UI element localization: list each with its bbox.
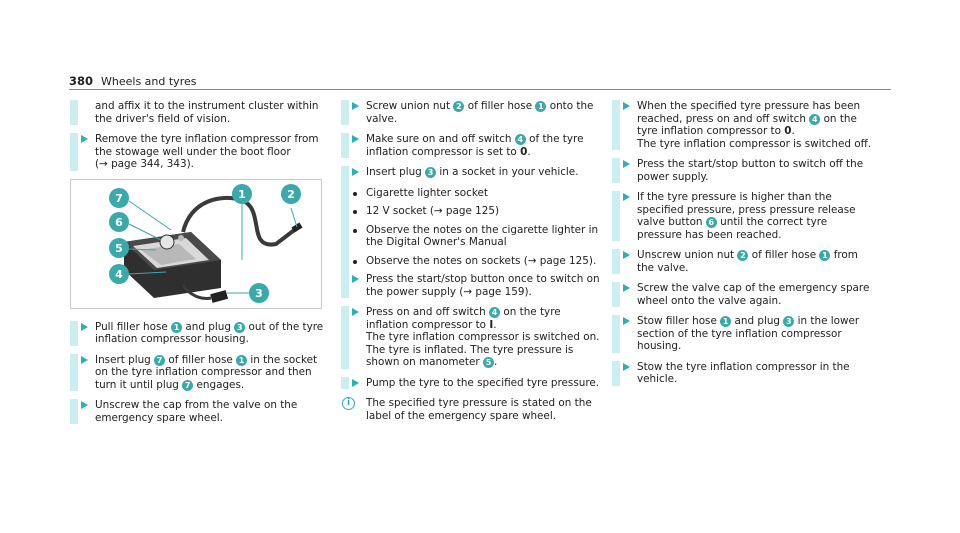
- bullet-item: Cigarette lighter socket: [341, 187, 603, 200]
- bullet-icon: [353, 210, 357, 214]
- svg-text:1: 1: [238, 187, 246, 201]
- step-remove-compressor: Remove the tyre inflation compressor from the stowage well under the boot floor (→ page 344, 343).: [70, 133, 332, 171]
- step-power-off: Press the start/stop button to switch off the power supply.: [612, 158, 874, 183]
- section-title: Wheels and tyres: [101, 75, 197, 88]
- bullet-item: Observe the notes on sockets (→ page 125).: [341, 255, 603, 268]
- step-arrow-icon: [352, 135, 359, 143]
- step-stow-compressor: Stow the tyre inflation compressor in the vehicle.: [612, 361, 874, 386]
- step-arrow-icon: [623, 363, 630, 371]
- callout-2: [281, 184, 301, 204]
- step-insert-plug-socket: Insert plug 3 in a socket in your vehicle.: [341, 166, 603, 179]
- compressor-figure: [70, 179, 322, 309]
- step-arrow-icon: [81, 323, 88, 331]
- callout-6: [109, 212, 129, 232]
- step-arrow-icon: [623, 284, 630, 292]
- callout-4: [109, 264, 129, 284]
- info-icon: i: [342, 397, 355, 410]
- step-pull-hose: Pull filler hose 1 and plug 3 out of the tyre inflation compressor housing.: [70, 321, 332, 346]
- column-1: [70, 100, 332, 432]
- step-screw-valve-cap: Screw the valve cap of the emergency spare wheel onto the valve again.: [612, 282, 874, 307]
- svg-text:3: 3: [255, 286, 263, 300]
- callout-3: [249, 283, 269, 303]
- bullet-icon: [353, 260, 357, 264]
- step-arrow-icon: [81, 356, 88, 364]
- bullet-item: Observe the notes on the cigarette lighter in the Digital Owner's Manual: [341, 224, 603, 249]
- step-screw-union-nut: Screw union nut 2 of filler hose 1 onto the valve.: [341, 100, 603, 125]
- compressor-illustration: [71, 180, 321, 308]
- page-number: 380: [69, 74, 94, 88]
- step-arrow-icon: [352, 168, 359, 176]
- svg-text:6: 6: [115, 215, 123, 229]
- callout-7: [109, 188, 129, 208]
- step-arrow-icon: [81, 135, 88, 143]
- step-unscrew-union-nut: Unscrew union nut 2 of filler hose 1 from the valve.: [612, 249, 874, 274]
- svg-text:7: 7: [115, 191, 123, 205]
- step-arrow-icon: [623, 160, 630, 168]
- step-pump: Pump the tyre to the specified tyre pressure.: [341, 377, 603, 390]
- bullet-item: 12 V socket (→ page 125): [341, 205, 603, 218]
- bullet-icon: [353, 229, 357, 233]
- info-note: i The specified tyre pressure is stated on the label of the emergency spare wheel.: [341, 397, 603, 422]
- column-3: [612, 100, 874, 394]
- step-release-pressure: If the tyre pressure is higher than the specified pressure, press pressure release valve button 6 until the correct tyre pressure has been reached.: [612, 191, 874, 241]
- step-arrow-icon: [623, 102, 630, 110]
- column-2: [341, 100, 603, 422]
- step-press-start: Press the start/stop button once to switch on the power supply (→ page 159).: [341, 273, 603, 298]
- step-stow-hose: Stow filler hose 1 and plug 3 in the lower section of the tyre inflation compressor housing.: [612, 315, 874, 353]
- step-arrow-icon: [623, 317, 630, 325]
- svg-text:4: 4: [115, 267, 123, 281]
- step-arrow-icon: [352, 308, 359, 316]
- step-arrow-icon: [81, 401, 88, 409]
- step-switch-on: Press on and off switch 4 on the tyre inflation compressor to I. The tyre inflation compressor is switched on. The tyre is inflated. The tyre pressure is shown on manometer 5 .: [341, 306, 603, 369]
- svg-text:5: 5: [115, 241, 123, 255]
- step-continued: and affix it to the instrument cluster within the driver's field of vision.: [70, 100, 332, 125]
- step-arrow-icon: [623, 193, 630, 201]
- step-check-switch: Make sure on and off switch 4 of the tyre inflation compressor is set to 0.: [341, 133, 603, 158]
- svg-text:2: 2: [287, 187, 295, 201]
- step-arrow-icon: [623, 251, 630, 259]
- step-insert-plug: Insert plug 7 of filler hose 1 in the socket on the tyre inflation compressor and then turn it until plug 7 engages.: [70, 354, 332, 392]
- callout-1: [232, 184, 252, 204]
- page-header: [69, 74, 196, 88]
- callout-5: [109, 238, 129, 258]
- header-rule: [69, 89, 891, 90]
- step-arrow-icon: [352, 275, 359, 283]
- bullet-icon: [353, 192, 357, 196]
- step-arrow-icon: [352, 102, 359, 110]
- step-arrow-icon: [352, 379, 359, 387]
- step-switch-off: When the specified tyre pressure has been reached, press on and off switch 4 on the tyre inflation compressor to 0. The tyre inflation compressor is switched off.: [612, 100, 874, 150]
- step-unscrew-cap: Unscrew the cap from the valve on the emergency spare wheel.: [70, 399, 332, 424]
